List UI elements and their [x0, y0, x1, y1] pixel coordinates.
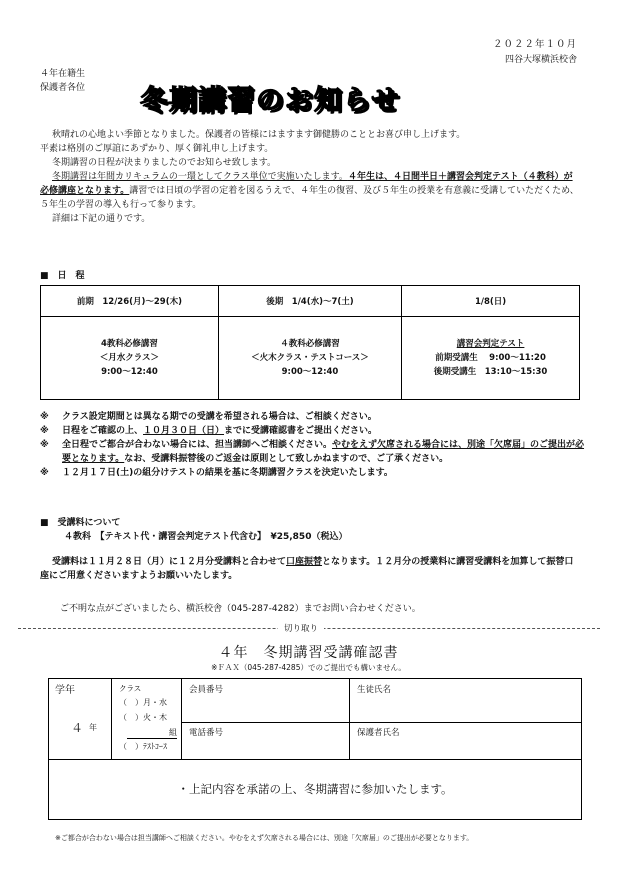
contact-line: ご不明な点がございましたら、横浜校舎（045-287-4282）までお問い合わせください。	[60, 604, 421, 614]
page-title: 冬期講習のお知らせ	[140, 85, 401, 116]
footnote: ※ご都合が合わない場合は担当講師へご相談ください。やむをえず欠席される場合には、別途「欠席届」のご提出が必要となります。	[55, 834, 474, 842]
form-divider	[49, 759, 581, 760]
note-2-deadline: １０月３０日（日）	[143, 426, 225, 436]
fee-paragraph	[40, 555, 580, 583]
consent-statement: ・上記内容を承諾の上、冬期講習に参加いたします。	[177, 782, 453, 796]
schedule-test-title: 講習会判定テスト	[456, 339, 525, 349]
intro-p5: 詳細は下記の通りです。	[52, 214, 151, 224]
school-name: 四谷大塚横浜校舎	[504, 55, 577, 65]
note-1	[40, 410, 585, 424]
class-label: クラス	[119, 684, 142, 693]
schedule-cell-early	[41, 317, 219, 400]
form-divider	[349, 679, 350, 759]
schedule-heading: ■ 日 程	[40, 271, 85, 281]
form-subtitle: ※ＦＡＸ（045-287-4285）でのご提出でも構いません。	[211, 663, 406, 672]
schedule-test-late: 後期受講生 13:10～15:30	[433, 367, 548, 377]
intro-p1: 秋晴れの心地よい季節となりました。保護者の皆様にはますます御健勝のこととお喜び申し上げます。	[52, 130, 466, 140]
member-number-field[interactable]: 会員番号	[189, 685, 224, 695]
schedule-test-early: 前期受講生 9:00～11:20	[435, 353, 546, 363]
class-option-test-course[interactable]: （ ）ﾃｽﾄｺｰｽ	[119, 742, 167, 751]
audience	[40, 67, 85, 95]
class-kumi-field[interactable]: 組	[127, 727, 177, 739]
fee-heading: ■ 受講料について	[40, 518, 121, 528]
fee-p1b: 口座振替	[286, 557, 323, 567]
note-3a: 全日程でご都合が合わない場合には、担当講師へご相談ください。	[62, 440, 333, 450]
class-option-tue-thu[interactable]: （ ）火・木	[119, 713, 167, 722]
audience-line1: ４年在籍生	[40, 69, 86, 79]
schedule-header-early: 前期 12/26(月)～29(木)	[41, 286, 219, 317]
note-3b: やむをえず欠席される場合には、別途「欠席届」のご提出が必要となります。	[62, 440, 585, 464]
note-mark: ※	[40, 426, 49, 436]
intro-p4	[40, 170, 580, 212]
note-mark: ※	[40, 440, 49, 450]
note-mark: ※	[40, 412, 49, 422]
fee-p1a: 受講料は１１月２８日（月）に１２月分受講料と合わせて	[52, 557, 287, 567]
guardian-name-field[interactable]: 保護者氏名	[357, 728, 400, 738]
fee-p1c: となります。１２月分の授業料に講習受講料を加算して振替口座にご用意くださいますようお願いいたします。	[40, 557, 574, 581]
schedule-header-test: 1/8(日)	[402, 286, 580, 317]
note-3c: なお、受講料振替後のご返金は原則として致しかねますので、ご了承ください。	[124, 454, 449, 464]
notes	[40, 410, 585, 480]
schedule-late-class: ＜火木クラス・テストコース＞	[251, 353, 369, 363]
note-2	[40, 424, 585, 438]
audience-line2: 保護者各位	[40, 83, 86, 93]
note-2a: 日程をご確認の上、	[62, 426, 144, 436]
note-mark: ※	[40, 468, 49, 478]
note-3	[40, 438, 585, 466]
intro-p4a: 冬期講習は年間カリキュラムの一環としてクラス単位で実施いたします。	[52, 172, 348, 182]
note-4	[40, 466, 585, 480]
note-2c: までに受講確認書をご提出ください。	[224, 426, 378, 436]
intro-p4c: 講習では日頃の学習の定着を図るうえで、４年生の復習、及び５年生の授業を有意義に受講していただくため、５年生の学習の導入も行って参ります。	[40, 186, 579, 210]
schedule-early-course: 4教科必修講習	[100, 339, 158, 349]
note-4-text: １２月１７日(土)の組分けテストの結果を基に冬期講習クラスを決定いたします。	[62, 468, 393, 478]
schedule-early-time: 9:00～12:40	[101, 367, 158, 377]
form-divider	[111, 679, 112, 759]
schedule-cell-test	[402, 317, 580, 400]
grade-unit: 年	[89, 723, 97, 732]
schedule-early-class: ＜月水クラス＞	[99, 353, 160, 363]
issue-date: ２０２２年１０月	[492, 39, 577, 50]
phone-number-field[interactable]: 電話番号	[189, 728, 224, 738]
intro-p2: 平素は格別のご厚誼にあずかり、厚く御礼申し上げます。	[40, 144, 274, 154]
student-name-field[interactable]: 生徒氏名	[357, 685, 392, 695]
intro-p3: 冬期講習の日程が決まりましたのでお知らせ致します。	[52, 158, 277, 168]
class-option-mon-wed[interactable]: （ ）月・水	[119, 698, 167, 707]
cut-label: 切り取り	[278, 622, 324, 634]
form-divider	[181, 722, 581, 723]
schedule-late-course: ４教科必修講習	[280, 339, 340, 349]
schedule-cell-late	[218, 317, 401, 400]
schedule-table	[40, 285, 580, 400]
note-1-text: クラス設定期間とは異なる期での受講を希望される場合は、ご相談ください。	[62, 412, 377, 422]
grade-label: 学年	[55, 685, 75, 696]
confirmation-form	[48, 678, 582, 820]
intro	[40, 128, 580, 226]
schedule-header-late: 後期 1/4(水)～7(土)	[218, 286, 401, 317]
intro-p4b: ４年生は、４日間半日＋講習会判定テスト（４教科）が必修講座となります。	[40, 172, 573, 196]
schedule-late-time: 9:00～12:40	[281, 367, 339, 377]
form-title: ４年 冬期講習受講確認書	[218, 645, 399, 661]
grade-value: ４	[71, 721, 84, 735]
fee-line: ４教科 【テキスト代・講習会判定テスト代含む】 ¥25,850（税込）	[64, 532, 348, 542]
form-divider	[181, 679, 182, 759]
